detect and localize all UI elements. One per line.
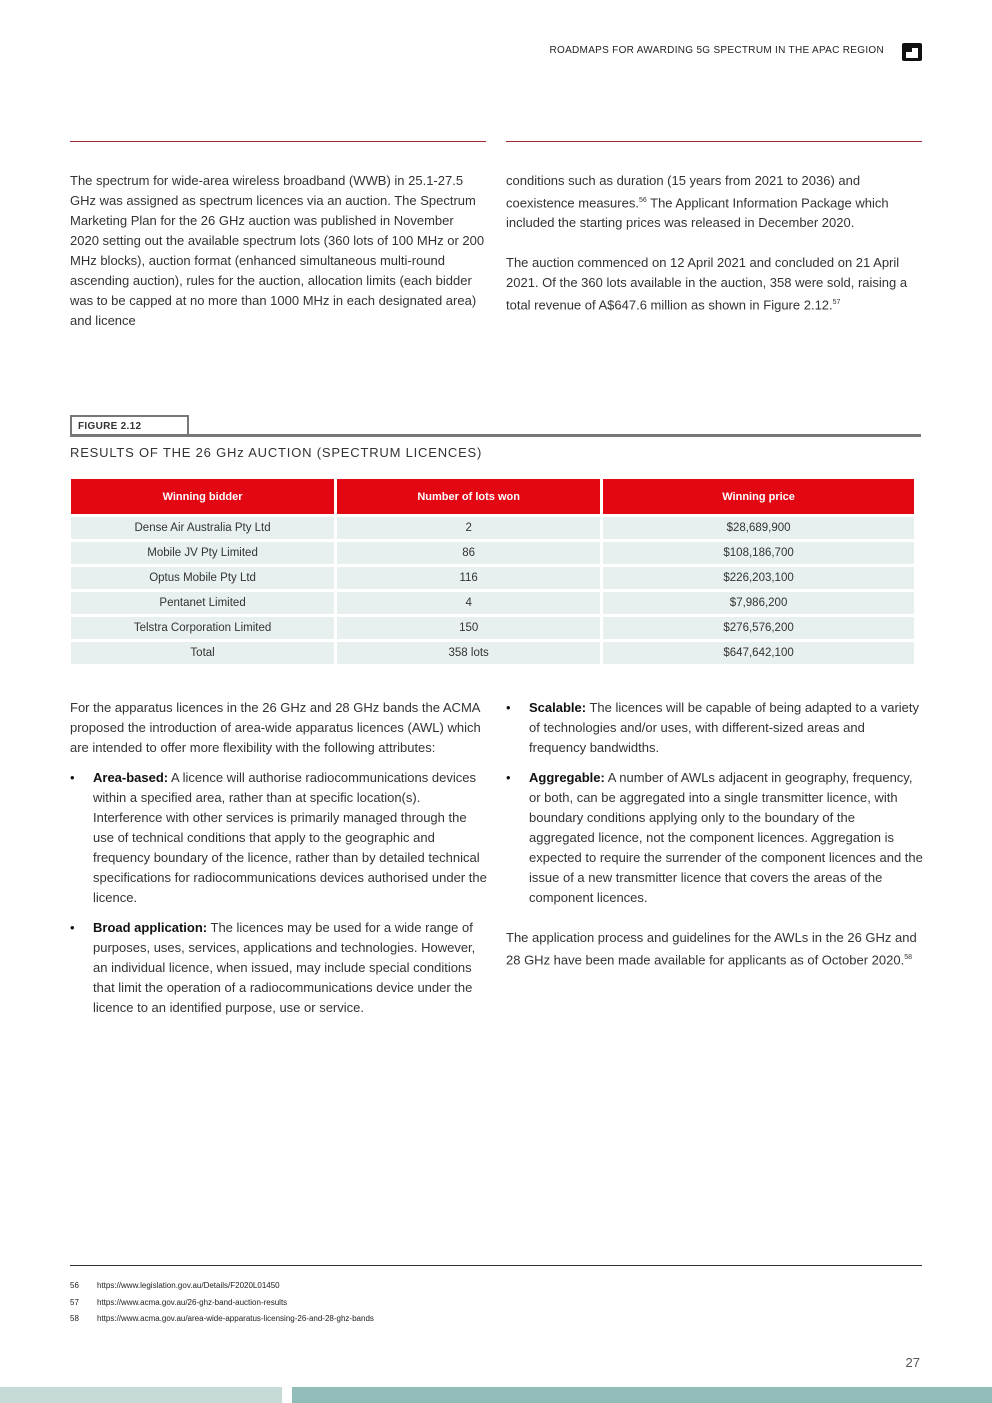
table-cell: 358 lots: [337, 642, 600, 664]
table-cell: 2: [337, 517, 600, 539]
footnote-ref-57[interactable]: 57: [832, 299, 841, 307]
figure-rule: [70, 434, 921, 437]
table-cell: $647,642,100: [603, 642, 914, 664]
table-cell: 4: [337, 592, 600, 614]
footnote-link[interactable]: https://www.acma.gov.au/26-ghz-band-auction-results: [97, 1297, 288, 1307]
attribute-list: [70, 768, 488, 1018]
footnote-item: [70, 1295, 374, 1312]
footnote-ref-56[interactable]: 56: [638, 197, 647, 204]
list-item: • Aggregable: A number of AWLs adjacent in geography, frequency, or both, can be aggregated into a single transmitter licence, with boundary conditions applying only to the boundary of the aggregated licence, not the component licences. Aggregation is expected to require the surrender of the component licences and the issue of a new transmitter licence that covers the areas of the component licences.: [506, 768, 924, 908]
table-cell: Optus Mobile Pty Ltd: [71, 567, 334, 589]
figure-label: FIGURE 2.12: [70, 415, 189, 436]
table-cell: 116: [337, 567, 600, 589]
footnote-number: 58: [70, 1314, 79, 1323]
table-row: [71, 542, 914, 564]
running-header: ROADMAPS FOR AWARDING 5G SPECTRUM IN THE APAC REGION: [549, 45, 884, 56]
intro-paragraph: The spectrum for wide-area wireless broadband (WWB) in 25.1-27.5 GHz was assigned as spectrum licences via an auction. The Spectrum Marketing Plan for the 26 GHz auction was published in November 2020 setting out the available spectrum lots (360 lots of 100 MHz or 200 MHz blocks), auction format (enhanced simultaneous multi-round ascending auction), rules for the auction, allocation limits (each bidder was to be capped at no more than 1000 MHz in each designated area) and licence: [70, 173, 485, 328]
apparatus-intro: For the apparatus licences in the 26 GHz and 28 GHz bands the ACMA proposed the introduction of area-wide apparatus licences (AWL) which are intended to offer more flexibility with the following attributes:: [70, 700, 481, 755]
bullet-title: Broad application:: [93, 920, 208, 935]
table-cell: Dense Air Australia Pty Ltd: [71, 517, 334, 539]
table-cell: 150: [337, 617, 600, 639]
apparatus-closing: The application process and guidelines for the AWLs in the 26 GHz and 28 GHz have been made available for applicants as of October 2020.58: [506, 930, 917, 968]
table-cell: Mobile JV Pty Limited: [71, 542, 334, 564]
table-row: [71, 592, 914, 614]
column-header-lots: Number of lots won: [337, 479, 600, 514]
table-cell: $226,203,100: [603, 567, 914, 589]
list-item: • Broad application: The licences may be used for a wide range of purposes, uses, services, applications and technologies. However, an individual licence, when issued, may include special conditions that limit the operation of a radiocommunications device under the licence to an identified purpose, use or service.: [70, 918, 488, 1018]
table-cell: $108,186,700: [603, 542, 914, 564]
table-cell: $7,986,200: [603, 592, 914, 614]
footnote-ref-58[interactable]: 58: [904, 954, 912, 961]
list-item: • Scalable: The licences will be capable of being adapted to a variety of technologies and/or uses, with different-sized areas and frequency bandwidths.: [506, 698, 924, 758]
table-cell: $28,689,900: [603, 517, 914, 539]
bullet-title: Aggregable:: [529, 770, 605, 785]
table-row: [71, 517, 914, 539]
footer-bar-light: [0, 1387, 282, 1403]
footnotes: [70, 1278, 374, 1328]
footnote-number: 57: [70, 1297, 79, 1307]
table-row: [71, 617, 914, 639]
table-cell: Telstra Corporation Limited: [71, 617, 334, 639]
intro-paragraph-3: The auction commenced on 12 April 2021 and concluded on 21 April 2021. Of the 360 lots available in the auction, 358 were sold, raising a total revenue of A$647.6 million as shown in Figure 2.12.57: [506, 255, 908, 313]
bullet-title: Scalable:: [529, 700, 587, 715]
column-header-price: Winning price: [603, 479, 914, 514]
intro-paragraph-2: conditions such as duration (15 years from 2021 to 2036) and coexistence measures.$^{56}$ The Applicant Information Package which included the starting prices was released in December 2020.: [506, 173, 889, 231]
bullet-title: Area-based:: [93, 770, 169, 785]
table-cell: $276,576,200: [603, 617, 914, 639]
page-number: 27: [905, 1355, 920, 1370]
footnote-number: 56: [70, 1281, 79, 1290]
right-column-rule: [506, 141, 922, 142]
left-column-rule: [70, 141, 486, 142]
apparatus-right-column: [506, 698, 924, 990]
table-header-row: [71, 479, 914, 514]
apparatus-left-column: [70, 698, 488, 1028]
list-item: • Area-based: A licence will authorise radiocommunications devices within a specified area, rather than at specific location(s). Interference with other services is primarily managed through the use of technical conditions that apply to the geographic and frequency boundary of the licence, rather than by detailed technical specifications for radiocommunications devices authorised under the licence.: [70, 768, 488, 908]
intro-right-column: [506, 171, 924, 336]
footnote-item: [70, 1311, 374, 1328]
table-cell: Total: [71, 642, 334, 664]
intro-left-column: [70, 171, 486, 351]
footnote-item: [70, 1278, 374, 1295]
footnote-rule: [70, 1265, 922, 1266]
report-icon: [902, 43, 922, 61]
table-total-row: [71, 642, 914, 664]
footer-bar-dark: [292, 1387, 992, 1403]
footnote-link[interactable]: https://www.acma.gov.au/area-wide-apparatus-licensing-26-and-28-ghz-bands: [97, 1314, 374, 1323]
auction-results-table: [68, 476, 917, 667]
column-header-bidder: Winning bidder: [71, 479, 334, 514]
footnote-link[interactable]: https://www.legislation.gov.au/Details/F2020L01450: [97, 1281, 280, 1290]
attribute-list-2: [506, 698, 924, 908]
table-row: [71, 567, 914, 589]
figure-title: RESULTS OF THE 26 GHz AUCTION (SPECTRUM LICENCES): [70, 445, 483, 460]
table-cell: Pentanet Limited: [71, 592, 334, 614]
table-cell: 86: [337, 542, 600, 564]
